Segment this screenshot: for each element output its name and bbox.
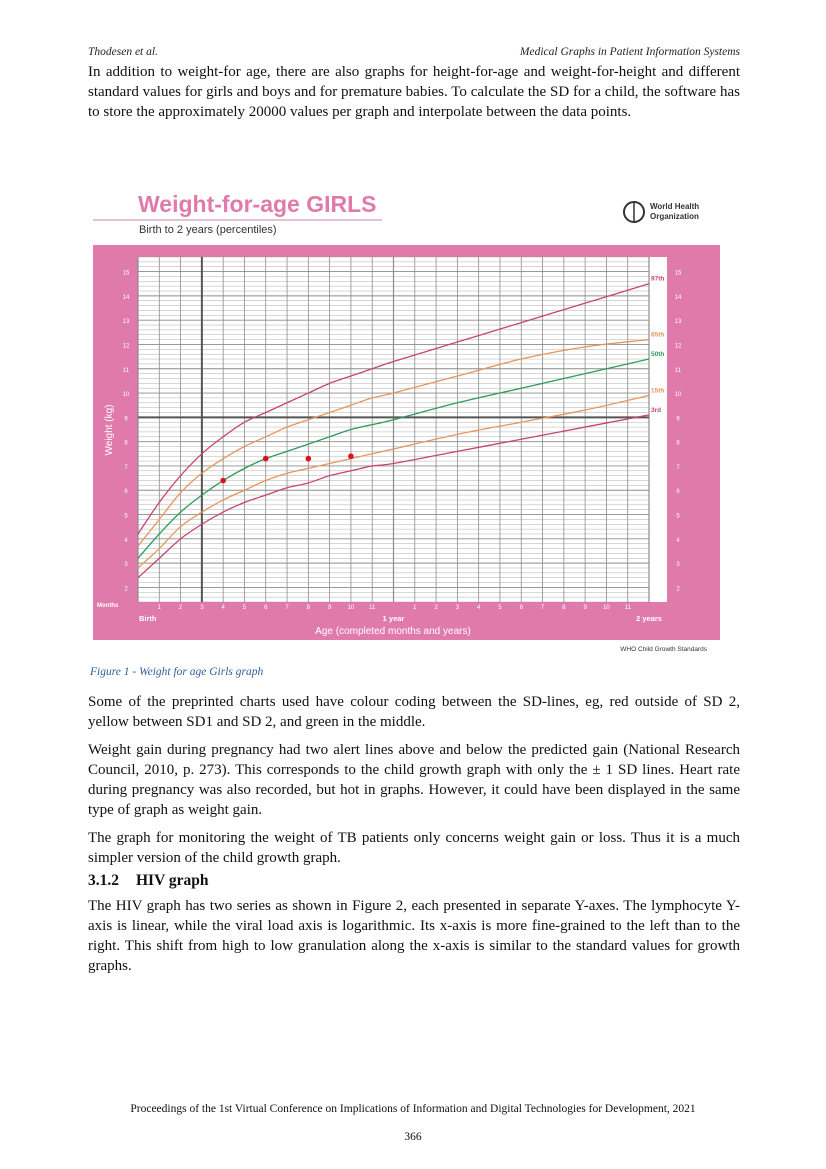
percentile-label-50th: 50th — [651, 351, 665, 359]
y-axis-label: Weight (kg) — [104, 404, 115, 456]
percentile-label-3rd: 3rd — [651, 406, 662, 414]
paragraph-hiv: The HIV graph has two series as shown in Figure 2, each presented in separate Y-axes. The lymphocyte Y-axis is linear, while the viral load axis is logarithmic. Its x-axis is more fine-grained to the left than to the right. This shift from high to low granulation along the x-axis is similar to the standard values for growth graphs. — [88, 898, 740, 974]
y-tick-label-right: 6 — [676, 489, 680, 496]
x-axis-prefix: Months — [97, 603, 119, 609]
y-tick-label-right: 10 — [674, 392, 682, 399]
x-milestone-label: 2 years — [636, 614, 662, 623]
y-tick-label-right: 12 — [674, 343, 682, 350]
who-logo-text-1: World Health — [650, 202, 700, 211]
y-tick-label-right: 3 — [676, 562, 680, 569]
patient-measurement-point — [220, 478, 226, 484]
y-tick-label-right: 7 — [676, 464, 680, 471]
percentile-label-15th: 15th — [651, 387, 665, 395]
x-tick-label: 2 — [434, 605, 438, 611]
y-tick-label-right: 13 — [674, 319, 682, 326]
page-number: 366 — [404, 1131, 422, 1143]
y-tick-label-right: 11 — [674, 367, 682, 374]
x-tick-label: 7 — [285, 605, 289, 611]
y-tick-label-right: 4 — [676, 537, 680, 544]
running-header-title: Medical Graphs in Patient Information Systems — [519, 46, 740, 58]
x-tick-label: 3 — [200, 605, 204, 611]
running-header-authors: Thodesen et al. — [88, 46, 158, 58]
x-tick-label: 11 — [369, 605, 376, 611]
y-tick-label-left: 15 — [122, 270, 130, 277]
chart-title: Weight-for-age GIRLS — [138, 191, 377, 217]
x-tick-label: 9 — [583, 605, 587, 611]
y-tick-label-right: 2 — [676, 586, 680, 593]
x-tick-label: 2 — [178, 605, 183, 611]
y-tick-label-left: 12 — [122, 343, 130, 350]
y-tick-label-left: 3 — [124, 562, 128, 569]
y-tick-label-left: 9 — [124, 416, 128, 423]
paragraph-tb: The graph for monitoring the weight of TB patients only concerns weight gain or loss. Thus it is a much simpler version of the child growth graph. — [88, 830, 740, 866]
x-axis-label: Age (completed months and years) — [315, 626, 471, 637]
x-tick-label: 5 — [498, 605, 502, 611]
who-logo-text-2: Organization — [650, 212, 699, 221]
x-milestone-label: Birth — [139, 614, 157, 623]
x-tick-label: 1 — [413, 605, 417, 611]
patient-measurement-point — [263, 456, 269, 462]
patient-measurement-point — [306, 456, 312, 462]
x-tick-label: 11 — [624, 605, 631, 611]
section-title: HIV graph — [136, 872, 209, 889]
chart-subtitle: Birth to 2 years (percentiles) — [139, 224, 277, 236]
y-tick-label-left: 6 — [124, 489, 128, 496]
x-tick-label: 3 — [455, 605, 460, 611]
footer-proceedings: Proceedings of the 1st Virtual Conference on Implications of Information and Digital Technologies for Development, 2021 — [130, 1103, 696, 1115]
x-tick-label: 5 — [242, 605, 247, 611]
y-tick-label-left: 8 — [124, 440, 128, 447]
x-tick-label: 8 — [306, 605, 311, 611]
y-tick-label-right: 15 — [674, 270, 682, 277]
patient-measurement-point — [348, 453, 354, 459]
y-tick-label-left: 14 — [122, 294, 130, 301]
x-tick-label: 4 — [476, 605, 481, 611]
x-tick-label: 1 — [157, 605, 161, 611]
x-tick-label: 10 — [347, 605, 355, 611]
y-tick-label-right: 9 — [676, 416, 680, 423]
y-tick-label-left: 4 — [124, 537, 128, 544]
percentile-label-column — [649, 257, 667, 602]
x-tick-label: 4 — [221, 605, 225, 611]
section-number: 3.1.2 — [88, 872, 119, 889]
y-tick-label-left: 10 — [122, 392, 130, 399]
y-tick-label-left: 2 — [124, 586, 128, 593]
x-tick-label: 10 — [603, 605, 610, 611]
x-tick-label: 9 — [327, 605, 332, 611]
x-tick-label: 6 — [264, 605, 268, 611]
percentile-label-85th: 85th — [651, 331, 665, 339]
figure-caption: Figure 1 - Weight for age Girls graph — [90, 666, 264, 678]
section-heading — [88, 872, 209, 890]
x-milestone-label: 1 year — [382, 614, 405, 623]
y-tick-label-left: 7 — [124, 464, 128, 471]
y-tick-label-left: 5 — [124, 513, 128, 520]
x-tick-label: 7 — [540, 605, 545, 611]
y-tick-label-left: 13 — [122, 319, 130, 326]
y-tick-label-right: 14 — [674, 294, 682, 301]
x-tick-label: 6 — [519, 605, 523, 611]
paragraph-pregnancy: Weight gain during pregnancy had two alert lines above and below the predicted gain (National Research Council, 2010, p. 273). This corresponds to the child growth graph with only the ± 1 SD lines. Heart rate during pregnancy was also recorded, but hot in graphs. However, it could have been displayed in the same type of graph as weight gain. — [88, 742, 740, 818]
y-tick-label-right: 5 — [676, 513, 680, 520]
paragraph-colour-coding: Some of the preprinted charts used have colour coding between the SD-lines, eg, red outside of SD 2, yellow between SD1 and SD 2, and green in the middle. — [88, 694, 740, 730]
chart-credit: WHO Child Growth Standards — [620, 646, 707, 653]
paragraph-intro: In addition to weight-for age, there are also graphs for height-for-age and weight-for-height and different standard values for girls and boys and for premature babies. To calculate the SD for a child, the software has to store the approximately 20000 values per graph and interpolate between the data points. — [88, 64, 740, 120]
y-tick-label-left: 11 — [122, 367, 130, 374]
percentile-label-97th: 97th — [651, 275, 665, 283]
y-tick-label-right: 8 — [676, 440, 680, 447]
x-tick-label: 8 — [562, 605, 566, 611]
